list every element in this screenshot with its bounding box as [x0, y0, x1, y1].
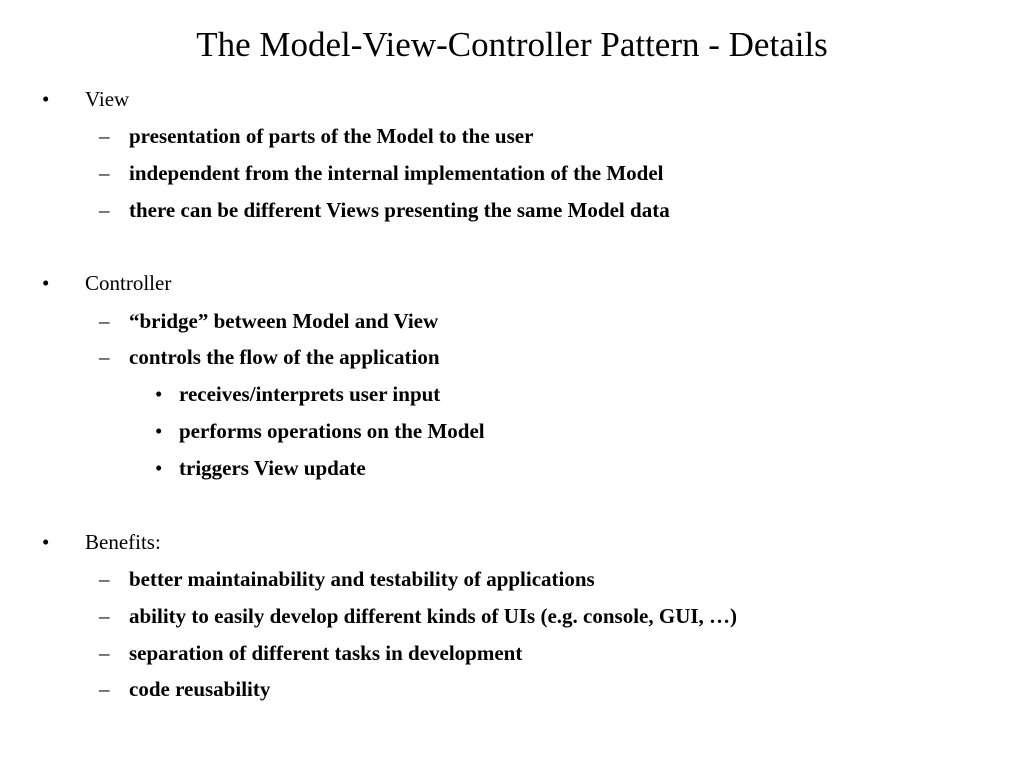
- dash-icon: –: [99, 345, 110, 369]
- bullet-icon: •: [42, 271, 50, 295]
- dash-icon: –: [99, 677, 110, 701]
- bullet-icon: •: [155, 456, 163, 480]
- sub-list-item-text: triggers View update: [179, 456, 366, 480]
- bullet-icon: •: [155, 419, 163, 443]
- bullet-icon: •: [155, 382, 163, 406]
- section-heading-label: View: [85, 87, 130, 111]
- section-heading-label: Benefits:: [85, 530, 161, 554]
- list-item-text: independent from the internal implementation of the Model: [129, 161, 664, 185]
- dash-icon: –: [99, 124, 110, 148]
- dash-icon: –: [99, 604, 110, 628]
- dash-icon: –: [99, 641, 110, 665]
- bullet-icon: •: [42, 530, 50, 554]
- list-item-text: better maintainability and testability of applications: [129, 567, 595, 591]
- list-item-text: controls the flow of the application: [129, 345, 440, 369]
- list-item-text: separation of different tasks in development: [129, 641, 523, 665]
- dash-icon: –: [99, 161, 110, 185]
- list-item-text: there can be different Views presenting the same Model data: [129, 198, 670, 222]
- sub-list-item-text: performs operations on the Model: [179, 419, 485, 443]
- slide-title: The Model-View-Controller Pattern - Details: [196, 25, 828, 64]
- list-item-text: presentation of parts of the Model to the user: [129, 124, 534, 148]
- list-item-text: “bridge” between Model and View: [129, 309, 439, 333]
- dash-icon: –: [99, 567, 110, 591]
- list-item-text: code reusability: [129, 677, 271, 701]
- sub-list-item-text: receives/interprets user input: [179, 382, 441, 406]
- bullet-icon: •: [42, 87, 50, 111]
- section-heading-label: Controller: [85, 271, 172, 295]
- dash-icon: –: [99, 198, 110, 222]
- list-item-text: ability to easily develop different kinds of UIs (e.g. console, GUI, …): [129, 604, 738, 628]
- dash-icon: –: [99, 309, 110, 333]
